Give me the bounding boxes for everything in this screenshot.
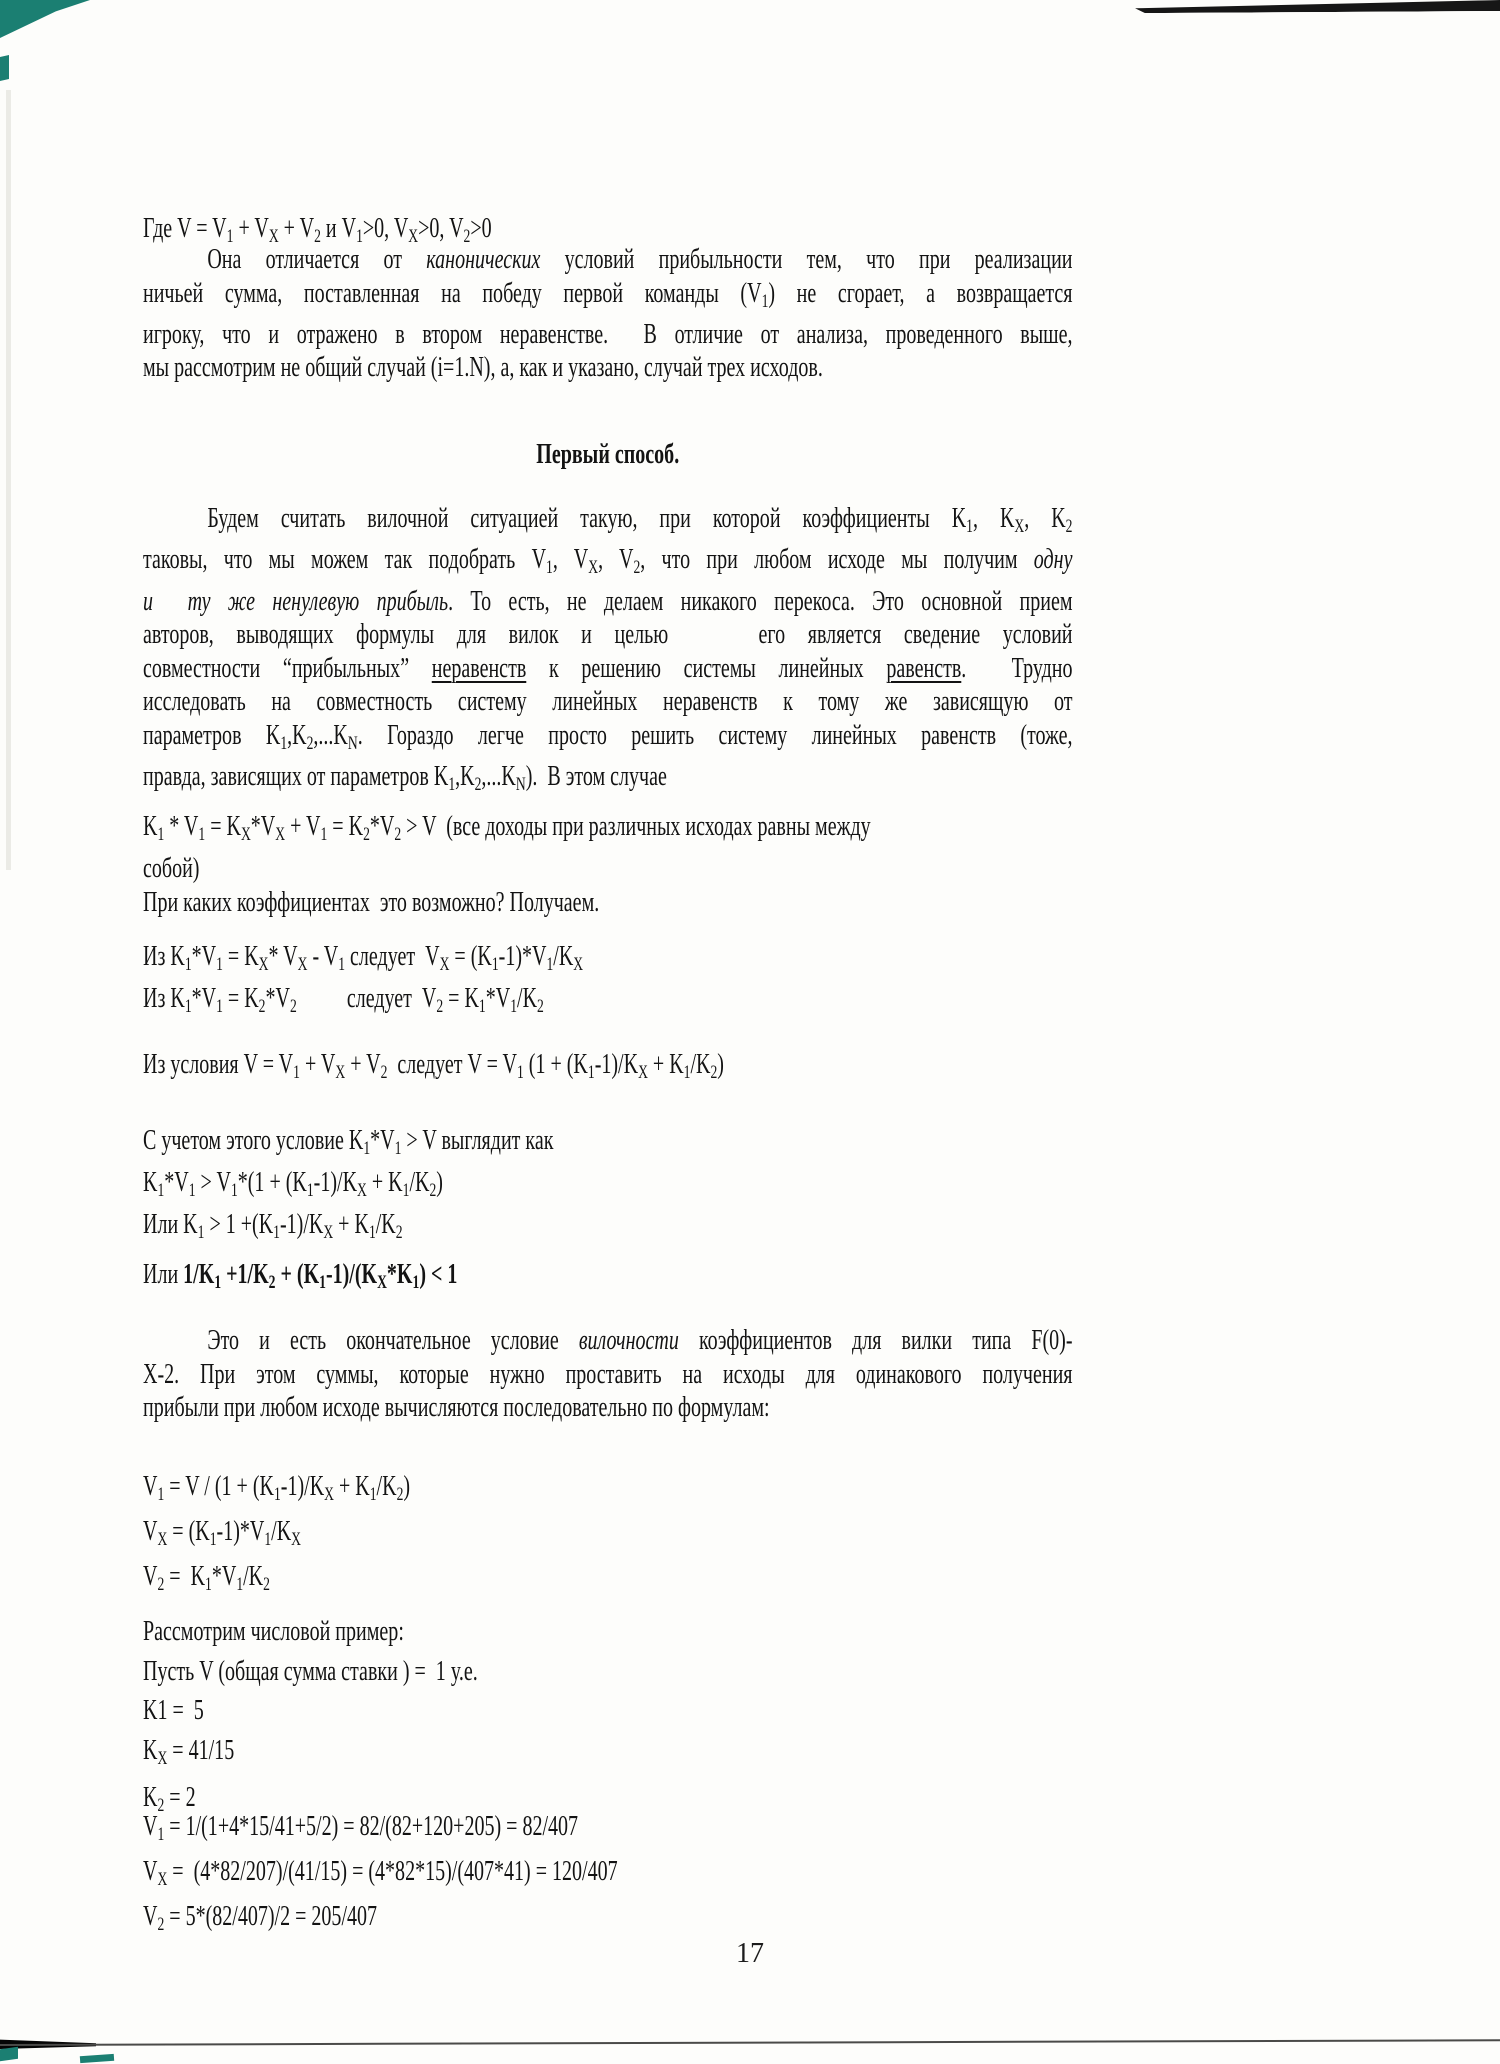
formula-line: $V_2 = K_1*V_1/K_2$ (143, 1560, 270, 1595)
text-line: Пусть V (общая сумма ставки ) = 1 у.е. (143, 1655, 478, 1687)
formula-line: Где $V = V_1 + V_X + V_2$ и $V_1>0$, $V_X>0$, $V_2>0$ (143, 213, 492, 247)
condition-total-v (143, 1048, 1073, 1089)
formula-line: С учетом этого условие $K_1*V_1 > V$ выглядит как (143, 1125, 554, 1159)
formula-line: $V_X = (4*82/207)/(41/15) = (4*82*15)/(407*41) = 120/407$ (143, 1855, 618, 1890)
scan-bottom-mark (0, 2047, 18, 2062)
text-line: параметров $K_1,K_2,...K_N$. Гораздо легче просто решить систему линейных равенств (тоже, (143, 719, 1073, 754)
derivation-lines (143, 940, 1073, 1024)
formula-line: $V_2 = 5*(82/407)/2 = 205/407$ (143, 1900, 378, 1935)
text-line: Она отличается от канонических условий прибыльности тем, что при реализации (207, 244, 1073, 275)
page-content (143, 0, 1073, 2064)
scan-top-edge-bar (1135, 0, 1500, 13)
text-line: авторов, выводящих формулы для вилок и целью его является сведение условий (143, 619, 1073, 650)
text-line: K1 = 5 (143, 1695, 204, 1726)
paragraph-fork-definition (143, 502, 1073, 801)
formula-line: $K_1 * V_1 = K_X*V_X + V_1 = K_2*V_2 > V$ (все доходы при различных исходах равны между (143, 811, 871, 845)
formula-line: Из $K_1*V_1 = K_2*V_2$ следует $V_2 = K_1*V_1/K_2$ (143, 982, 544, 1017)
example-calculation (143, 1808, 1073, 1942)
scan-edge-tick (0, 55, 9, 81)
text-line: игроку, что и отражено в втором неравенстве. В отличие от анализа, проведенного выше, (143, 318, 1073, 350)
text-line: правда, зависящих от параметров $K_1,K_2,...K_N$). В этом случае (143, 760, 667, 795)
paragraph-final-condition (143, 1324, 1073, 1425)
text-line: $K_X = 41/15$ (143, 1734, 235, 1769)
numeric-example (143, 1612, 1073, 1825)
stake-formulas (143, 1468, 1073, 1602)
scan-corner-mark (0, 0, 90, 38)
section-heading: Первый способ. (536, 439, 680, 470)
formula-line: $K_1*V_1 > V_1*(1 + (K_1-1)/K_X + K_1/K_2)$ (143, 1166, 443, 1201)
formula-line: Из $K_1*V_1 = K_X*$ $V_X - V_1$ следует $V_X = (K_1-1)*V_1/K_X$ (143, 941, 584, 975)
formula-line: Из условия $V = V_1 + V_X + V_2$ следует $V = V_1$ $(1 + (K_1-1)/K_X + K_1/K_2)$ (143, 1049, 724, 1083)
text-line: Это и есть окончательное условие вилочности коэффициентов для вилки типа F(0)- (207, 1325, 1073, 1356)
formula-line: $V_X = (K_1-1)*V_1/K_X$ (143, 1515, 302, 1550)
text-line: прибыли при любом исходе вычисляются последовательно по формулам: (143, 1392, 770, 1423)
text-line: Х-2. При этом суммы, которые нужно проставить на исходы для одинакового получения (143, 1358, 1073, 1390)
text-line: таковы, что мы можем так подобрать $V_1$, $V_X$, $V_2$, что при любом исходе мы получим одну (143, 544, 1073, 578)
formula-line: собой) (143, 852, 200, 884)
text-line: Будем считать вилочной ситуацией такую, при которой коэффициенты $K_1$, $K_X$, $K_2$ (207, 503, 1073, 537)
scan-bottom-mark (80, 2054, 114, 2063)
text-line: исследовать на совместность систему линейных неравенств к тому же зависящую от (143, 686, 1073, 717)
formula-line: Или $K_1 > 1 +(K_1-1)/K_X + K_1/K_2$ (143, 1208, 403, 1243)
final-fork-condition (143, 1258, 1073, 1299)
inequality-derivation (143, 1124, 1073, 1249)
formula-line: Или $1/K_1 +1/K_2 + (K_1-1)/(K_X*K_1) < 1$ (143, 1259, 458, 1293)
text-line: $K_2 = 2$ (143, 1781, 196, 1816)
formula-line: $V_1 = 1/(1+4*15/41+5/2) = 82/(82+120+205) = 82/407$ (143, 1811, 579, 1845)
text-line: Рассмотрим числовой пример: (143, 1616, 404, 1647)
text-line: мы рассмотрим не общий случай (i=1.N), а, как и указано, случай трех исходов. (143, 352, 823, 384)
text-line: и ту же ненулевую прибыль. То есть, не делаем никакого перекоса. Это основной прием (143, 585, 1073, 617)
paragraph-canonical-conditions (143, 243, 1073, 385)
formula-line: $V_1 = V / (1 + (K_1-1)/K_X + K_1/K_2)$ (143, 1471, 411, 1505)
scan-left-strip (6, 90, 11, 870)
text-line: совместности “прибыльных” неравенств к решению системы линейных равенств. Трудно (143, 652, 1073, 684)
equation-main (143, 810, 1073, 920)
page-number: 17 (736, 1938, 764, 1969)
text-line: ничьей сумма, поставленная на победу первой команды $(V_1)$ не сгорает, а возвращается (143, 277, 1073, 312)
formula-line: При каких коэффициентах это возможно? Получаем. (143, 886, 600, 918)
